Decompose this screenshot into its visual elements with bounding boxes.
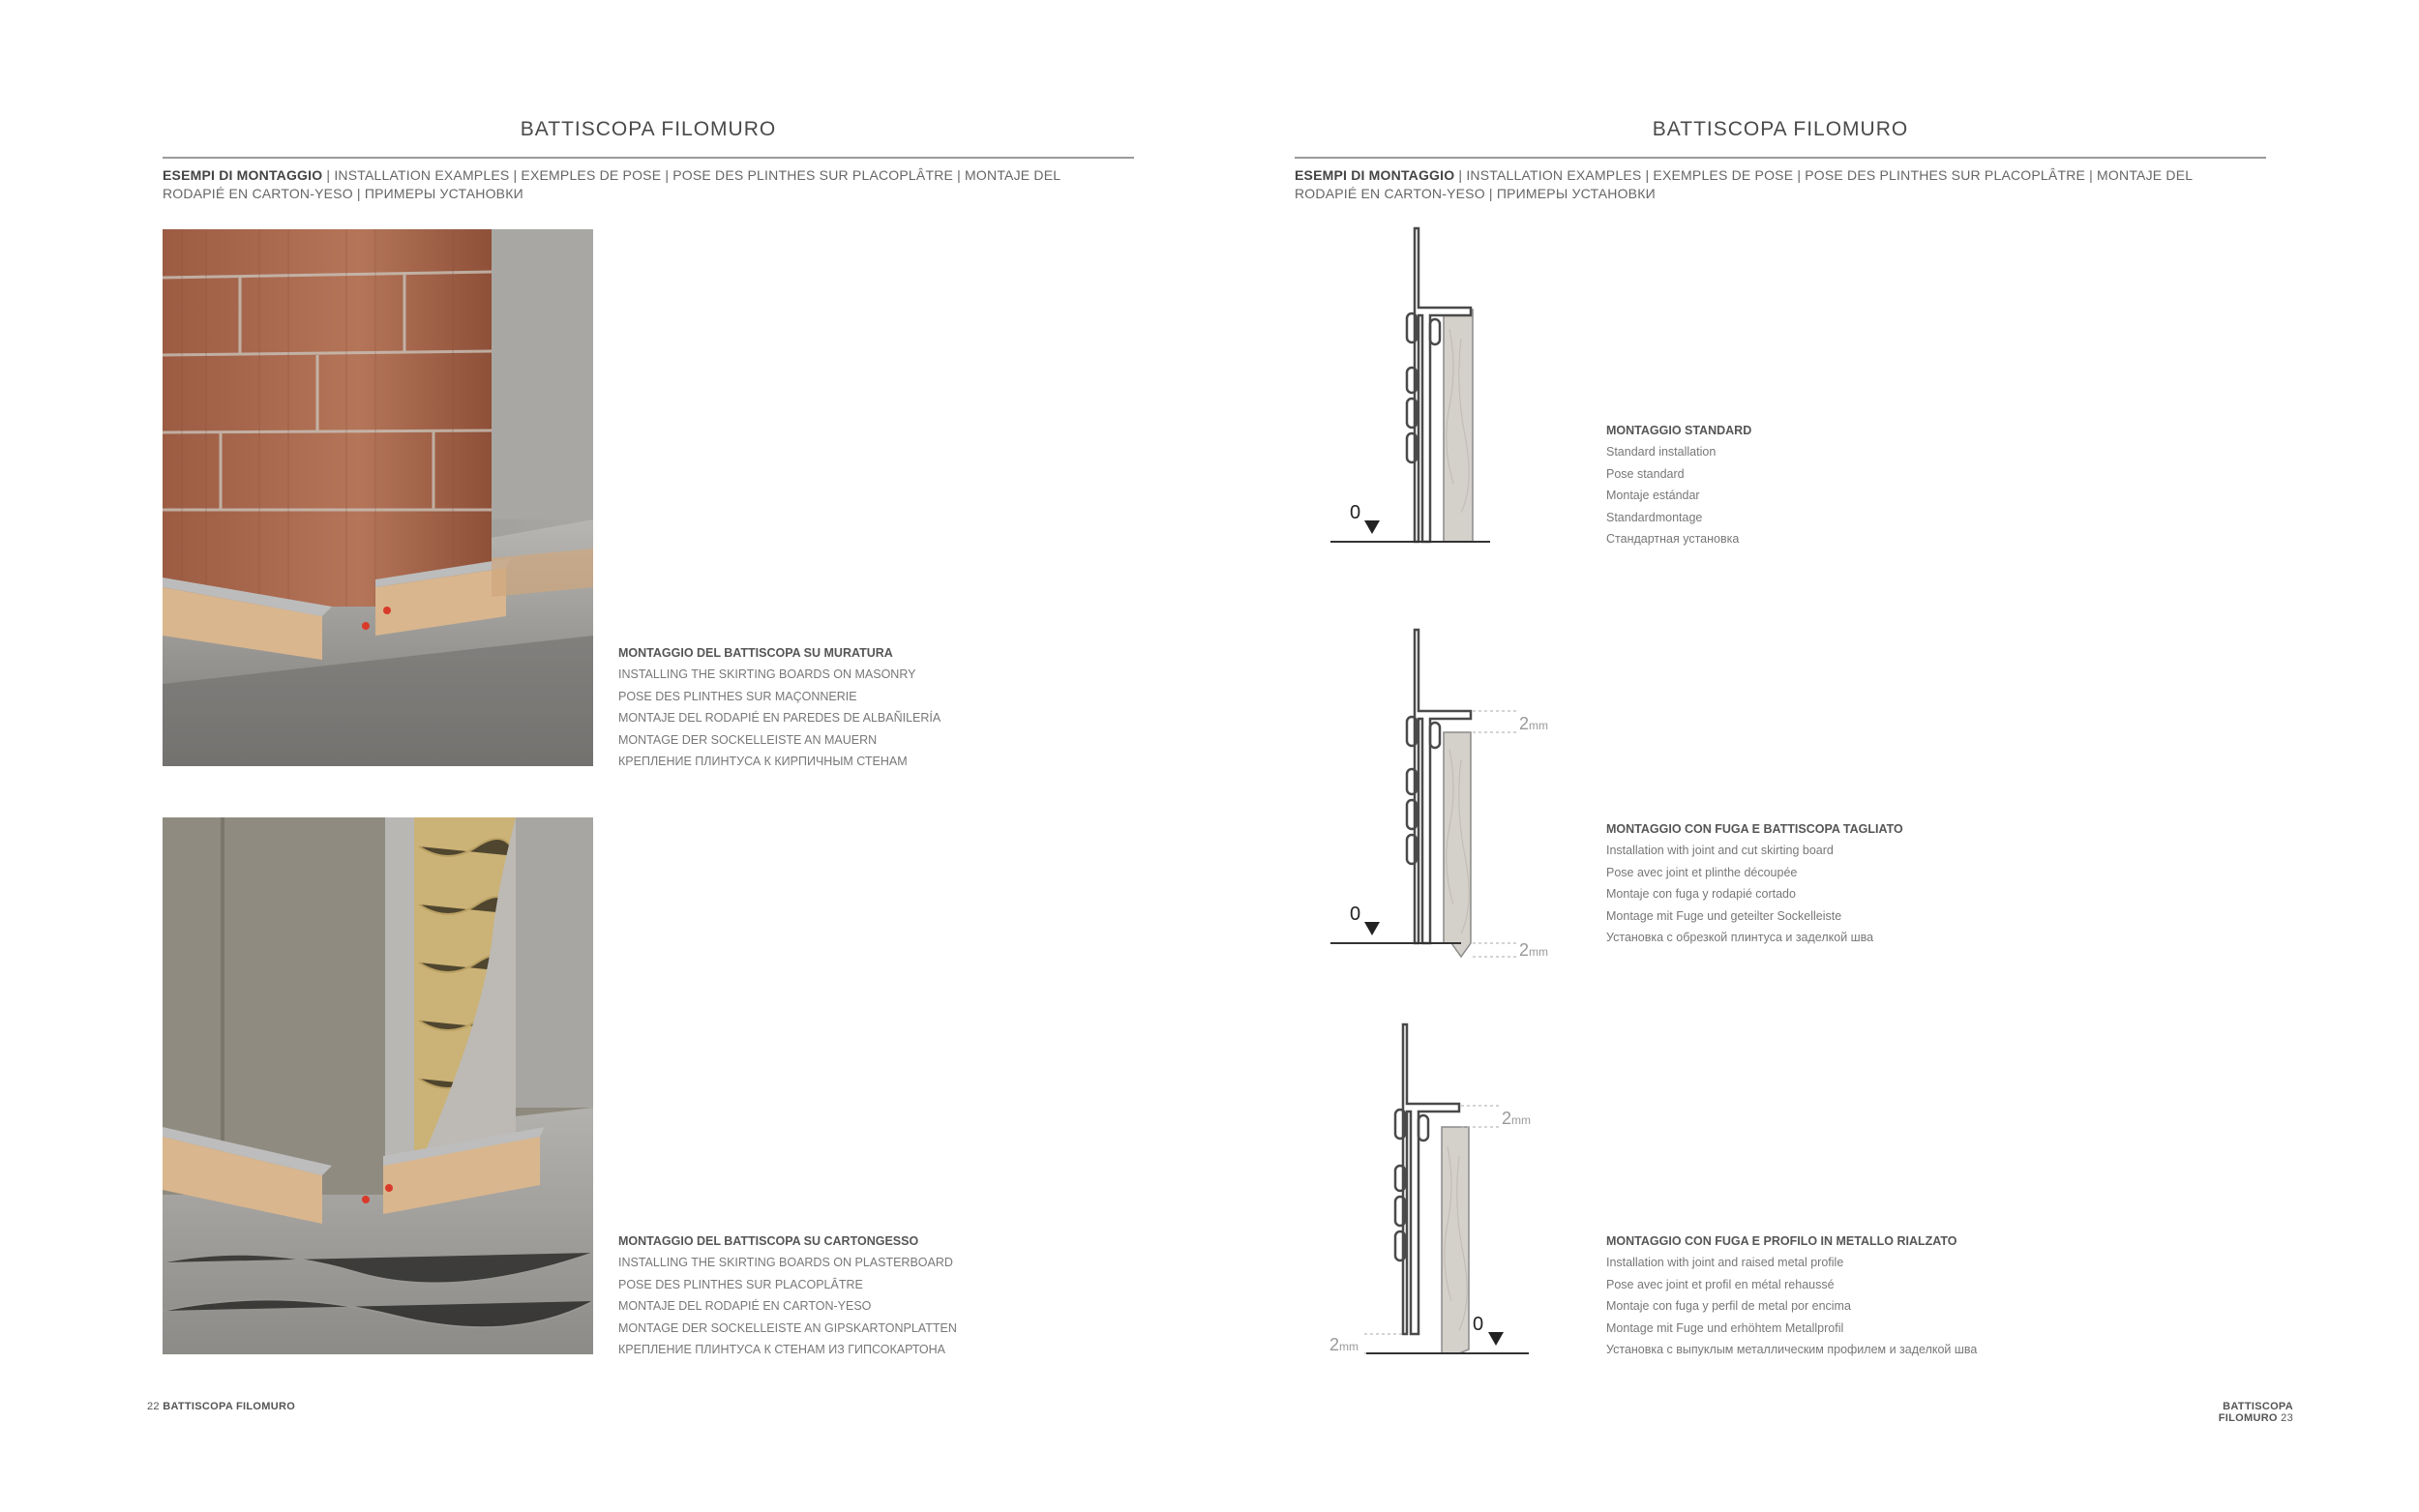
caption-line: КРЕПЛЕНИЕ ПЛИНТУСА К КИРПИЧНЫМ СТЕНАМ <box>618 755 908 769</box>
right-footer <box>2167 1401 2293 1424</box>
caption-line: Installation with joint and cut skirting board <box>1606 844 1834 858</box>
zero-level-label: 0 <box>1350 502 1361 523</box>
caption-line: INSTALLING THE SKIRTING BOARDS ON PLASTERBOARD <box>618 1256 953 1270</box>
caption-line: POSE DES PLINTHES SUR PLACOPLÂTRE <box>618 1277 863 1291</box>
left-subtitle-bold: ESEMPI DI MONTAGGIO <box>163 167 323 183</box>
caption-line: Pose standard <box>1606 466 1685 481</box>
caption-line: Montaje con fuga y rodapié cortado <box>1606 887 1796 902</box>
plasterboard-caption-title: MONTAGGIO DEL BATTISCOPA SU CARTONGESSO <box>618 1234 919 1248</box>
right-subtitle-bold: ESEMPI DI MONTAGGIO <box>1295 167 1455 183</box>
masonry-caption-title: MONTAGGIO DEL BATTISCOPA SU MURATURA <box>618 646 893 660</box>
caption-line: Установка с обрезкой плинтуса и заделкой шва <box>1606 931 1874 945</box>
gap-label <box>1329 1335 1359 1354</box>
gap-label <box>1519 940 1548 960</box>
gap-number: 2 <box>1519 940 1530 960</box>
caption-line: MONTAJE DEL RODAPIÉ EN CARTON-YESO <box>618 1299 872 1314</box>
left-footer-text: BATTISCOPA FILOMURO <box>163 1401 296 1412</box>
masonry-caption <box>618 642 1044 772</box>
caption-line: Standard installation <box>1606 445 1717 460</box>
joint-raised-profile-diagram <box>1326 1021 1577 1369</box>
gap-number: 2 <box>1329 1335 1340 1354</box>
standard-caption-title: MONTAGGIO STANDARD <box>1606 424 1752 437</box>
joint-cut-caption <box>1606 818 2013 948</box>
gap-unit: mm <box>1511 1113 1532 1127</box>
plasterboard-installation-photo <box>163 817 593 1354</box>
right-subtitle <box>1295 166 2224 203</box>
gap-unit: mm <box>1529 719 1549 732</box>
caption-line: Standardmontage <box>1606 510 1703 524</box>
joint-raised-caption-title: MONTAGGIO CON FUGA E PROFILO IN METALLO RIALZATO <box>1606 1234 1957 1248</box>
caption-line: INSTALLING THE SKIRTING BOARDS ON MASONRY <box>618 667 916 682</box>
gap-number: 2 <box>1502 1109 1512 1128</box>
gap-unit: mm <box>1529 945 1549 959</box>
caption-line: MONTAGE DER SOCKELLEISTE AN GIPSKARTONPLATTEN <box>618 1320 957 1335</box>
caption-line: Montage mit Fuge und erhöhtem Metallprofil <box>1606 1320 1844 1335</box>
caption-line: Montaje estándar <box>1606 489 1700 503</box>
zero-level-label: 0 <box>1350 904 1361 925</box>
caption-line: Установка с выпуклым металлическим профилем и заделкой шва <box>1606 1343 1978 1357</box>
gap-label <box>1519 714 1548 733</box>
joint-cut-caption-title: MONTAGGIO CON FUGA E BATTISCOPA TAGLIATO <box>1606 822 1903 836</box>
right-page-number: 23 <box>2281 1412 2293 1424</box>
gap-number: 2 <box>1519 714 1530 733</box>
caption-line: POSE DES PLINTHES SUR MAÇONNERIE <box>618 689 857 703</box>
standard-installation-diagram <box>1326 222 1519 551</box>
gap-label <box>1502 1109 1531 1128</box>
left-title-rule <box>163 157 1134 159</box>
standard-caption <box>1606 420 2013 549</box>
caption-line: MONTAJE DEL RODAPIÉ EN PAREDES DE ALBAÑILERÍA <box>618 711 941 726</box>
gap-unit: mm <box>1339 1340 1359 1353</box>
caption-line: КРЕПЛЕНИЕ ПЛИНТУСА К СТЕНАМ ИЗ ГИПСОКАРТОНА <box>618 1343 946 1357</box>
caption-line: Стандартная установка <box>1606 532 1740 547</box>
left-subtitle-rest: | INSTALLATION EXAMPLES | EXEMPLES DE POSE | POSE DES PLINTHES SUR PLACOPLÂTRE | MONTAJE DEL RODAPIÉ EN CARTON-YESO | ПРИМЕРЫ УСТАНОВКИ <box>163 167 1060 201</box>
left-page-title: BATTISCOPA FILOMURO <box>520 118 777 140</box>
right-footer-text: BATTISCOPA FILOMURO <box>2218 1401 2293 1424</box>
joint-cut-board-diagram <box>1326 624 1577 972</box>
zero-level-label: 0 <box>1473 1314 1484 1335</box>
left-subtitle <box>163 166 1091 203</box>
right-page-title: BATTISCOPA FILOMURO <box>1652 118 1909 140</box>
caption-line: Installation with joint and raised metal profile <box>1606 1256 1844 1270</box>
caption-line: MONTAGE DER SOCKELLEISTE AN MAUERN <box>618 732 878 747</box>
plasterboard-caption <box>618 1230 1063 1360</box>
caption-line: Montage mit Fuge und geteilter Sockelleiste <box>1606 908 1842 923</box>
right-title-rule <box>1295 157 2266 159</box>
caption-line: Montaje con fuga y perfil de metal por encima <box>1606 1299 1851 1314</box>
joint-raised-caption <box>1606 1230 2032 1360</box>
masonry-installation-photo <box>163 229 593 766</box>
caption-line: Pose avec joint et profil en métal rehaussé <box>1606 1277 1835 1291</box>
right-subtitle-rest: | INSTALLATION EXAMPLES | EXEMPLES DE POSE | POSE DES PLINTHES SUR PLACOPLÂTRE | MONTAJE DEL RODAPIÉ EN CARTON-YESO | ПРИМЕРЫ УСТАНОВКИ <box>1295 167 2193 201</box>
caption-line: Pose avec joint et plinthe découpée <box>1606 865 1798 879</box>
left-footer <box>147 1401 295 1412</box>
left-page-number: 22 <box>147 1401 160 1412</box>
